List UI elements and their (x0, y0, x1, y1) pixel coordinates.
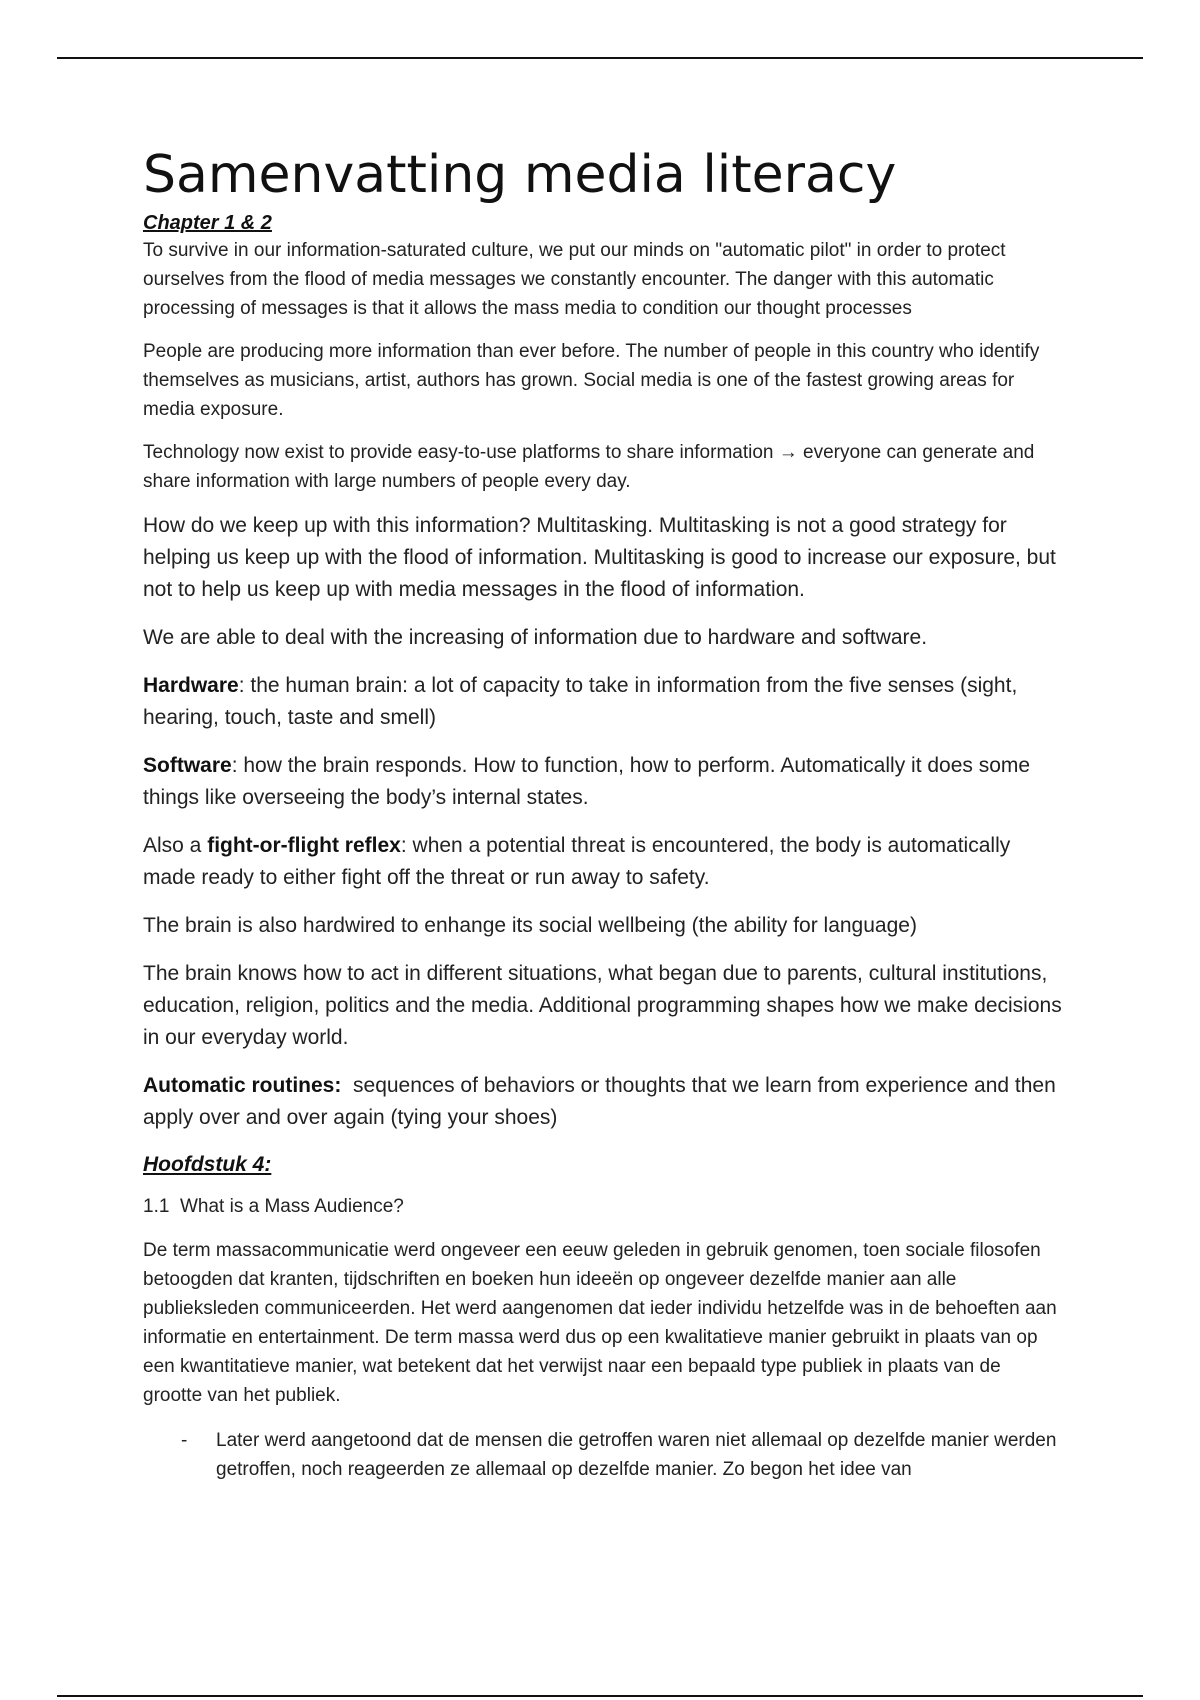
paragraph-software (143, 750, 1063, 814)
paragraph-information-saturated: To survive in our information-saturated culture, we put our minds on "automatic pilot" in order to protect ourselves from the flood of media messages we constantly encounter. The danger with this automatic processing of messages is that it allows the mass media to condition our thought processes (143, 240, 1006, 319)
document-body (143, 140, 1063, 1484)
paragraph-brain-knows: The brain knows how to act in different situations, what began due to parents, cultural institutions, education, religion, politics and the media. Additional programming shapes how we make decisions in our everyday world. (143, 962, 1062, 1049)
chapter-heading: Chapter 1 & 2 (143, 212, 272, 234)
paragraph-technology: Technology now exist to provide easy-to-use platforms to share information → everyone can generate and share information with large numbers of people every day. (143, 442, 1035, 492)
paragraph-hardware (143, 670, 1063, 734)
paragraph-hardware-software: We are able to deal with the increasing of information due to hardware and software. (143, 626, 928, 649)
paragraph-massacommunicatie: De term massacommunicatie werd ongeveer een eeuw geleden in gebruik genomen, toen sociale filosofen betoogden dat kranten, tijdschriften en boeken hun ideeën op ongeveer dezelfde manier aan alle publieksleden communiceerden. Het werd aangenomen dat ieder individu hetzelfde was in de behoeften aan informatie en entertainment. De term massa werd dus op een kwalitatieve manier gebruikt in plaats van op een kwantitatieve manier, wat betekent dat het verwijst naar een bepaald type publiek in plaats van de grootte van het publiek. (143, 1240, 1057, 1406)
paragraph-producing-information: People are producing more information than ever before. The number of people in this country who identify themselves as musicians, artist, authors has grown. Social media is one of the fastest growing areas for media exposure. (143, 341, 1040, 420)
fight-prefix: Also a (143, 834, 208, 857)
fight-or-flight-definition: : when a potential threat is encountered, the body is automatically made ready to either fight off the threat or run away to safety. (143, 834, 1011, 889)
list-item-text: Later werd aangetoond dat de mensen die getroffen waren niet allemaal op dezelfde manier werden getroffen, noch reageerden ze allemaal op dezelfde manier. Zo begon het idee van (216, 1430, 1057, 1480)
software-term: Software (143, 754, 232, 777)
hardware-definition: : the human brain: a lot of capacity to take in information from the five senses (sight, hearing, touch, taste and smell) (143, 674, 1018, 729)
paragraph-multitasking: How do we keep up with this information? Multitasking. Multitasking is not a good strategy for helping us keep up with the flood of information. Multitasking is good to increase our exposure, but not to help us keep up with media messages in the flood of information. (143, 514, 1056, 601)
hardware-term: Hardware (143, 674, 239, 697)
software-definition: : how the brain responds. How to function, how to perform. Automatically it does some things like overseeing the body’s internal states. (143, 754, 1031, 809)
paragraph-automatic-routines (143, 1070, 1063, 1134)
paragraph-hardwired: The brain is also hardwired to enhange its social wellbeing (the ability for language) (143, 914, 917, 937)
bottom-rule (57, 1695, 1143, 1697)
list-item (143, 1426, 1063, 1484)
document-title: Samenvatting media literacy (143, 145, 897, 205)
top-rule (57, 57, 1143, 59)
fight-or-flight-term: fight-or-flight reflex (207, 834, 401, 857)
automatic-routines-term: Automatic routines: (143, 1074, 342, 1097)
subsection-heading: 1.1 What is a Mass Audience? (143, 1196, 404, 1217)
paragraph-fight-or-flight (143, 830, 1063, 894)
bullet-list (143, 1426, 1063, 1484)
dash-bullet: - (181, 1430, 188, 1451)
automatic-routines-definition: sequences of behaviors or thoughts that we learn from experience and then apply over and over again (tying your shoes) (143, 1074, 1062, 1129)
hoofdstuk-heading: Hoofdstuk 4: (143, 1153, 272, 1176)
